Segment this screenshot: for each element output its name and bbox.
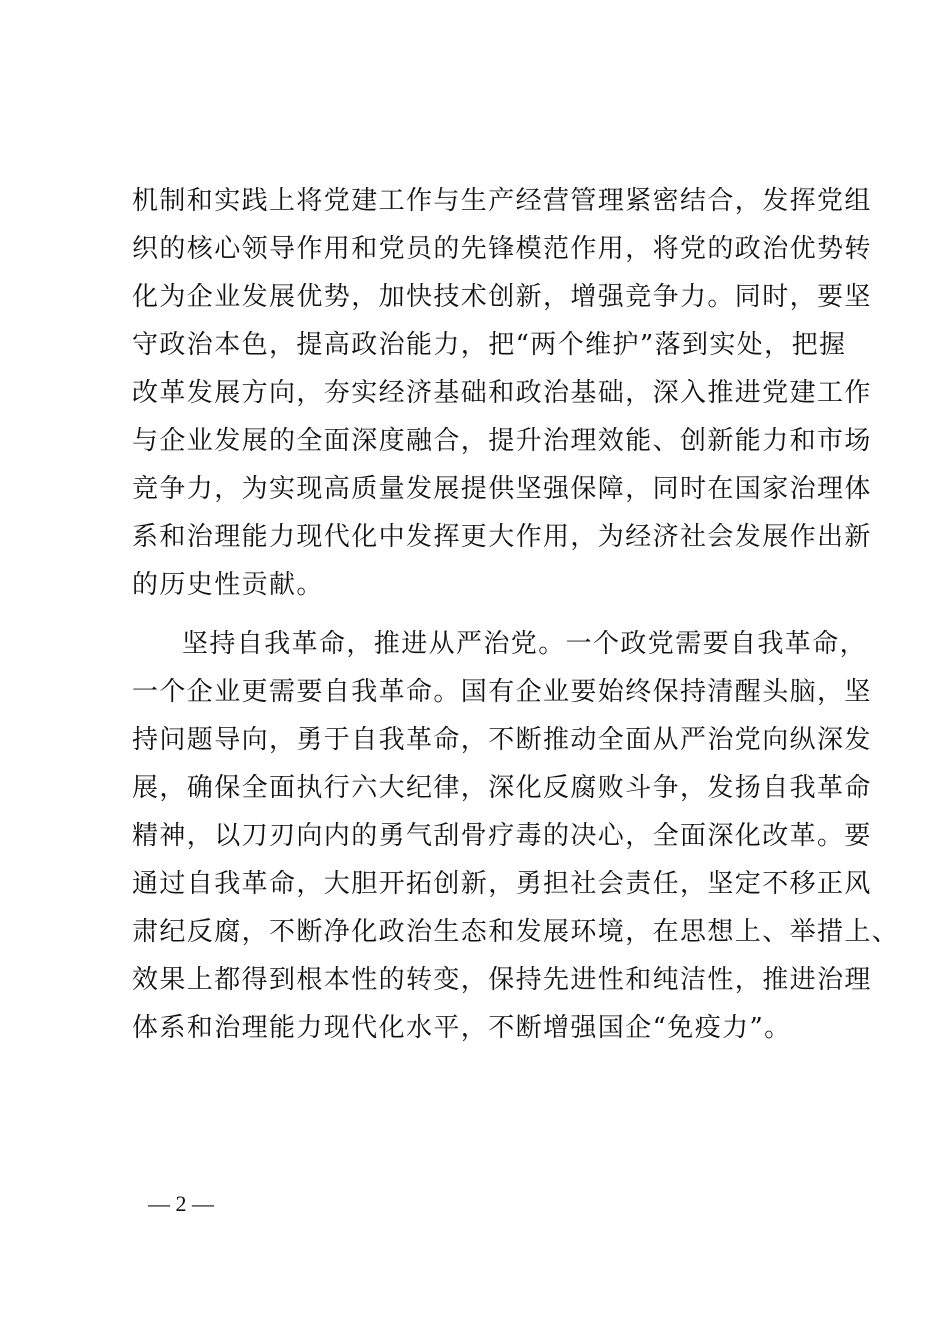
paragraph-2 [132, 620, 900, 1052]
text-line: 通过自我革命，大胆开拓创新，勇担社会责任，坚定不移正风 [132, 869, 872, 899]
page-number: — 2 — [148, 1191, 214, 1216]
text-line: 系和治理能力现代化中发挥更大作用，为经济社会发展作出新 [132, 522, 872, 552]
text-line: 守政治本色，提高政治能力，把“两个维护”落到实处，把握 [132, 330, 847, 360]
text-line: 持问题导向，勇于自我革命，不断推动全面从严治党向纵深发 [132, 725, 872, 755]
text-line: 织的核心领导作用和党员的先锋模范作用，将党的政治优势转 [132, 234, 872, 264]
text-line: 展，确保全面执行六大纪律，深化反腐败斗争，发扬自我革命 [132, 773, 872, 803]
text-line: 改革发展方向，夯实经济基础和政治基础，深入推进党建工作 [132, 378, 872, 408]
text-line: 一个企业更需要自我革命。国有企业要始终保持清醒头脑，坚 [132, 677, 872, 707]
text-line: 精神，以刀刃向内的勇气刮骨疗毒的决心，全面深化改革。要 [132, 821, 872, 851]
body-text [132, 177, 900, 1052]
text-line: 肃纪反腐，不断净化政治生态和发展环境，在思想上、举措上、 [132, 917, 900, 947]
text-line: 坚持自我革命，推进从严治党。一个政党需要自我革命， [182, 629, 868, 659]
text-line: 竞争力，为实现高质量发展提供坚强保障，同时在国家治理体 [132, 474, 872, 504]
text-line: 体系和治理能力现代化水平，不断增强国企“免疫力”。 [132, 1013, 792, 1043]
text-line: 机制和实践上将党建工作与生产经营管理紧密结合，发挥党组 [132, 186, 872, 216]
text-line: 化为企业发展优势，加快技术创新，增强竞争力。同时，要坚 [132, 282, 872, 312]
paragraph-gap [132, 609, 872, 620]
text-line: 效果上都得到根本性的转变，保持先进性和纯洁性，推进治理 [132, 965, 872, 995]
text-line: 的历史性贡献。 [132, 570, 324, 600]
text-line: 与企业发展的全面深度融合，提升治理效能、创新能力和市场 [132, 426, 872, 456]
paragraph-1 [132, 177, 872, 609]
